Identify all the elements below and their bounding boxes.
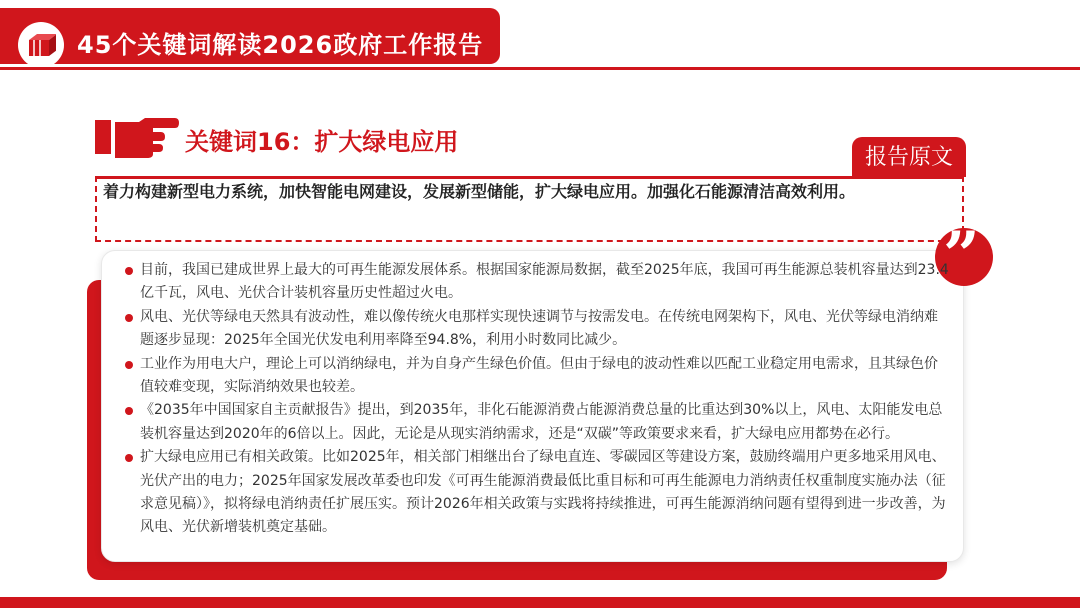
page-title: 45个关键词解读2026政府工作报告 [77,31,484,59]
keyword-heading: 关键词16：扩大绿电应用 [185,128,459,156]
list-item-text: 风电、光伏等绿电天然具有波动性，难以像传统火电那样实现快速调节与按需发电。在传统电网架构下，风电、光伏等绿电消纳难题逐步显现：2025年全国光伏发电利用率降至94.8%，利用小时数同比减少。 [140,308,938,349]
analysis-list [120,259,950,540]
bullet-icon [125,267,133,275]
list-item-text: 工业作为用电大户，理论上可以消纳绿电，并为自身产生绿色价值。但由于绿电的波动性难以匹配工业稳定用电需求，且其绿色价值较难变现，实际消纳效果也较差。 [140,355,938,396]
original-text: 着力构建新型电力系统，加快智能电网建设，发展新型储能，扩大绿电应用。加强化石能源清洁高效利用。 [103,182,856,201]
list-item-text: 《2035年中国国家自主贡献报告》提出，到2035年，非化石能源消费占能源消费总量的比重达到30%以上，风电、太阳能发电总装机容量达到2020年的6倍以上。因此，无论是从现实消纳需求，还是“双碳”等政策要求来看，扩大绿电应用都势在必行。 [140,402,943,442]
pointing-hand-icon [95,116,179,162]
list-item-text: 扩大绿电应用已有相关政策。比如2025年，相关部门相继出台了绿电直连、零碳园区等建设方案，鼓励终端用户更多地采用风电、光伏产出的电力；2025年国家发展改革委也印发《可再生能源消费最低比重目标和可再生能源电力消纳责任权重制度实施办法（征求意见稿）》，拟将绿电消纳责任扩展压实。预计2026年相关政策与实践将持续推进，可再生能源消纳问题有望得到进一步改善，为风电、光伏新增装机奠定基础。 [140,449,946,536]
list-item [120,446,950,540]
original-text-tab: 报告原文 [852,137,966,177]
list-item-text: 目前，我国已建成世界上最大的可再生能源发展体系。根据国家能源局数据，截至2025年底，我国可再生能源总装机容量达到23.4亿千瓦，风电、光伏合计装机容量历史性超过火电。 [140,262,949,302]
header-title-tab [0,8,500,64]
bullet-icon [125,314,133,322]
quotation-mark-icon: ” [935,228,993,286]
bullet-icon [125,361,133,369]
list-item [120,399,950,446]
header-divider [0,67,1080,70]
list-item [120,306,950,353]
footer-bar [0,597,1080,608]
bullet-icon [125,454,133,462]
book-stack-icon [18,22,64,68]
bullet-icon [125,407,133,415]
list-item [120,353,950,400]
list-item [120,259,950,306]
